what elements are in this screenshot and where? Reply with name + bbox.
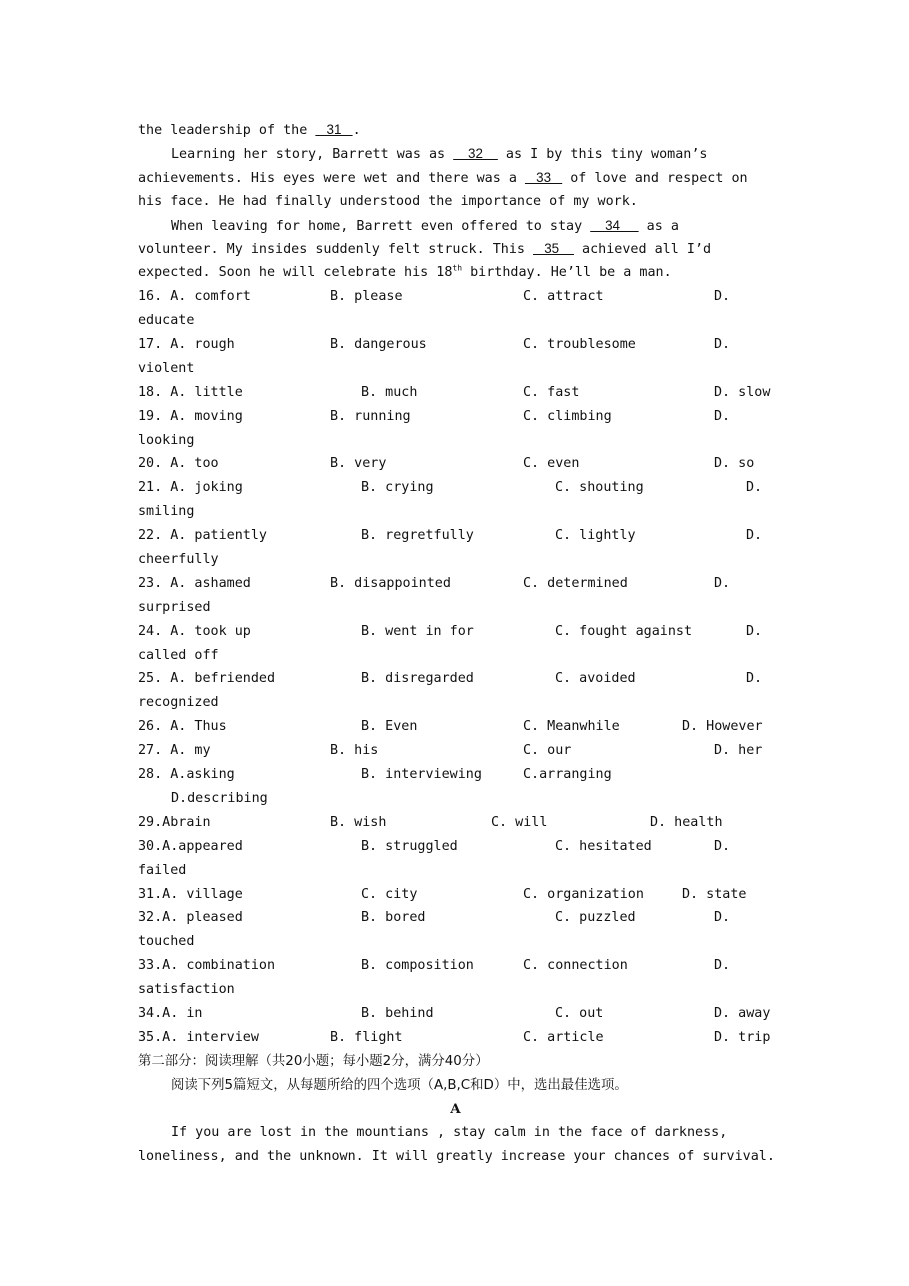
question-row <box>138 667 773 691</box>
option-c: C. troublesome <box>523 337 636 353</box>
option-b: B. much <box>361 384 418 400</box>
option-a: 35.A. interview <box>138 1029 259 1045</box>
option-continuation: violent <box>138 360 195 376</box>
option-c: C. article <box>523 1029 604 1045</box>
option-d: D. <box>746 671 763 687</box>
question-row <box>138 811 773 835</box>
option-a: 23. A. ashamed <box>138 575 251 591</box>
option-c: C. connection <box>523 958 628 974</box>
option-b: B. very <box>330 456 387 472</box>
option-b: B. composition <box>361 958 474 974</box>
option-a: 34.A. in <box>138 1005 203 1021</box>
option-d: D. <box>714 408 731 424</box>
option-b: B. wish <box>330 814 387 830</box>
option-d: D. her <box>714 743 763 759</box>
question-row <box>138 405 773 429</box>
option-a: 18. A. little <box>138 384 243 400</box>
option-continuation: D.describing <box>171 790 268 806</box>
option-a: 20. A. too <box>138 456 219 472</box>
option-b: B. crying <box>361 480 434 496</box>
option-a: 19. A. moving <box>138 408 243 424</box>
option-c: C. attract <box>523 289 604 305</box>
option-b: B. please <box>330 289 403 305</box>
question-row <box>138 285 773 309</box>
passage-line: the leadership of the 31 . <box>138 122 361 138</box>
option-d: D. <box>746 623 763 639</box>
blank-35: 35 <box>533 241 574 257</box>
option-a: 33.A. combination <box>138 958 276 974</box>
passage-line: volunteer. My insides suddenly felt struck. This 35 achieved all I’d <box>138 241 712 258</box>
option-a: 29.Abrain <box>138 814 211 830</box>
option-b: B. flight <box>330 1029 403 1045</box>
option-c: C.arranging <box>523 767 612 783</box>
question-row <box>138 620 773 644</box>
passage-line: his face. He had finally understood the importance of my work. <box>138 193 638 209</box>
blank-33: 33 <box>524 169 563 185</box>
option-a: 22. A. patiently <box>138 528 267 544</box>
option-d: D. so <box>714 456 755 472</box>
option-b: B. regretfully <box>361 528 474 544</box>
option-b: B. his <box>330 743 379 759</box>
option-continuation: failed <box>138 862 187 878</box>
option-a: 26. A. Thus <box>138 719 227 735</box>
question-row <box>138 835 773 859</box>
option-c: C. climbing <box>523 408 612 424</box>
option-d: D. <box>714 337 731 353</box>
option-b: B. dangerous <box>330 337 427 353</box>
option-d: D. state <box>682 886 747 902</box>
option-c: C. fast <box>523 384 580 400</box>
option-continuation: called off <box>138 647 219 663</box>
question-row <box>138 572 773 596</box>
reading-line: loneliness, and the unknown. It will greatly increase your chances of survival. <box>138 1149 775 1165</box>
option-d: D. health <box>650 814 723 830</box>
option-continuation: smiling <box>138 504 195 520</box>
option-b: C. city <box>361 886 418 902</box>
option-d: D. <box>714 575 731 591</box>
question-row <box>138 1002 773 1026</box>
blank-34: 34 <box>590 217 639 233</box>
option-continuation: educate <box>138 313 195 329</box>
option-c: C. Meanwhile <box>523 719 620 735</box>
option-c: C. will <box>491 814 548 830</box>
question-row <box>138 763 773 787</box>
option-c: C. even <box>523 456 580 472</box>
option-d: D. <box>746 528 763 544</box>
option-a: 27. A. my <box>138 743 211 759</box>
question-row <box>138 381 773 405</box>
option-continuation: cheerfully <box>138 552 219 568</box>
question-row <box>138 333 773 357</box>
document-page <box>138 118 773 1169</box>
option-c: C. organization <box>523 886 644 902</box>
option-c: C. avoided <box>555 671 636 687</box>
option-c: C. shouting <box>555 480 644 496</box>
option-a: 17. A. rough <box>138 337 235 353</box>
option-continuation: surprised <box>138 599 211 615</box>
section-instruction: 阅读下列5篇短文，从每题所给的四个选项（A,B,C和D）中，选出最佳选项。 <box>171 1077 628 1093</box>
option-c: C. puzzled <box>555 910 636 926</box>
question-list <box>138 285 773 1050</box>
question-row <box>138 954 773 978</box>
option-d: D. However <box>682 719 763 735</box>
reading-line: If you are lost in the mountians , stay calm in the face of darkness, <box>171 1125 728 1141</box>
option-b: B. running <box>330 408 411 424</box>
option-a: 31.A. village <box>138 886 243 902</box>
option-d: D. <box>714 958 731 974</box>
option-c: C. out <box>555 1005 604 1021</box>
option-b: B. disregarded <box>361 671 474 687</box>
option-d: D. <box>714 289 731 305</box>
option-continuation: touched <box>138 934 195 950</box>
section-heading: 第二部分：阅读理解（共20小题；每小题2分，满分40分） <box>138 1053 489 1069</box>
blank-32: 32 <box>453 145 498 161</box>
option-continuation: recognized <box>138 695 219 711</box>
question-row <box>138 715 773 739</box>
passage-line: expected. Soon he will celebrate his 18th birthday. He’ll be a man. <box>138 263 672 281</box>
option-b: B. bored <box>361 910 426 926</box>
question-row <box>138 739 773 763</box>
passage-line: When leaving for home, Barrett even offered to stay 34 as a <box>171 217 679 234</box>
option-a: 30.A.appeared <box>138 838 243 854</box>
option-b: B. Even <box>361 719 418 735</box>
passage-line: Learning her story, Barrett was as 32 as I by this tiny woman’s <box>171 145 708 162</box>
option-c: C. lightly <box>555 528 636 544</box>
option-d: D. <box>714 910 731 926</box>
option-continuation: looking <box>138 432 195 448</box>
option-a: 32.A. pleased <box>138 910 243 926</box>
option-d: D. <box>714 838 731 854</box>
option-continuation: satisfaction <box>138 982 235 998</box>
question-row <box>138 883 773 907</box>
option-b: B. behind <box>361 1005 434 1021</box>
option-d: D. <box>746 480 763 496</box>
option-d: D. trip <box>714 1029 771 1045</box>
question-row <box>138 1026 773 1050</box>
option-a: 25. A. befriended <box>138 671 276 687</box>
option-a: 24. A. took up <box>138 623 251 639</box>
option-b: B. struggled <box>361 838 458 854</box>
option-b: B. interviewing <box>361 767 482 783</box>
option-b: B. disappointed <box>330 575 451 591</box>
option-a: 16. A. comfort <box>138 289 251 305</box>
option-c: C. hesitated <box>555 838 652 854</box>
option-c: C. our <box>523 743 572 759</box>
passage-letter: A <box>450 1100 461 1117</box>
option-c: C. fought against <box>555 623 693 639</box>
question-row <box>138 476 773 500</box>
option-d: D. away <box>714 1005 771 1021</box>
option-b: B. went in for <box>361 623 474 639</box>
question-row <box>138 452 773 476</box>
question-row <box>138 524 773 548</box>
question-row <box>138 906 773 930</box>
option-d: D. slow <box>714 384 771 400</box>
option-c: C. determined <box>523 575 628 591</box>
passage-line: achievements. His eyes were wet and there was a 33 of love and respect on <box>138 169 748 186</box>
option-a: 21. A. joking <box>138 480 243 496</box>
blank-31: 31 <box>315 122 353 137</box>
option-a: 28. A.asking <box>138 767 235 783</box>
